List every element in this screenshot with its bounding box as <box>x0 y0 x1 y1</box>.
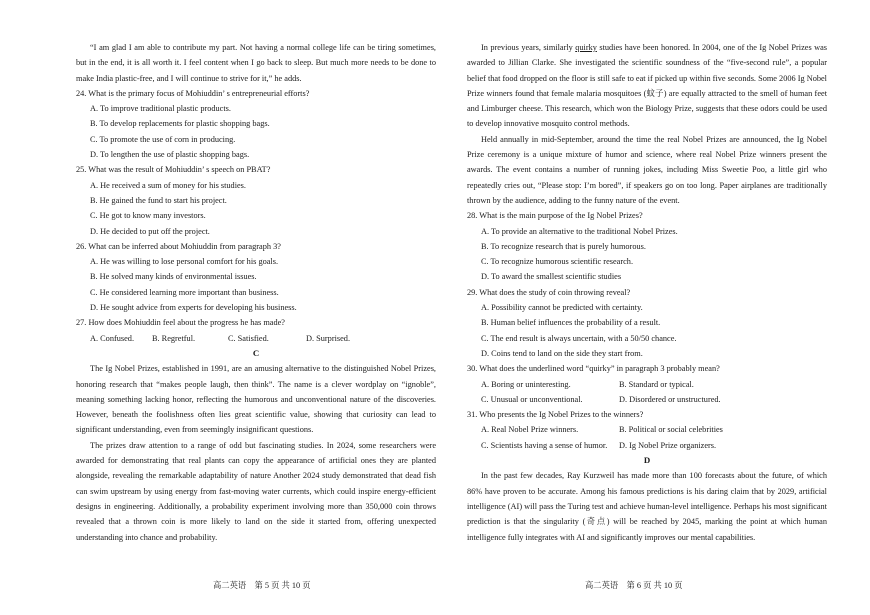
right-page-column <box>467 40 827 545</box>
question-24-option-c[interactable]: C. To promote the use of corn in producing. <box>90 134 236 144</box>
question-30-options-row-2 <box>467 392 827 407</box>
question-31-option-b[interactable]: B. Political or social celebrities <box>619 425 723 435</box>
question-30-options-row-1 <box>467 377 827 392</box>
question-29-option-b[interactable]: B. Human belief influences the probability of a result. <box>481 318 661 328</box>
question-31-options-row-2 <box>467 438 827 453</box>
question-27-stem: 27. How does Mohiuddin feel about the progress he has made? <box>76 318 285 328</box>
passage-d-paragraph-1: In the past few decades, Ray Kurzweil has made more than 100 forecasts about the future, of which 86% have proven to be accurate. Among his famous predictions is his daring claim that by 2029, artificial intelligence (AI) will pass the Turing test and achieve human-level intelligence. Perhaps his most significant prediction is that the singularity (奇点) will be reached by 2045, marking the point at which human intelligence fully integrates with AI and significantly improves our mental capabilities. <box>467 471 827 542</box>
question-30-stem: 30. What does the underlined word “quirky” in paragraph 3 probably mean? <box>467 364 720 374</box>
question-27-option-d[interactable]: D. Surprised. <box>306 333 351 343</box>
question-25-option-d[interactable]: D. He decided to put off the project. <box>90 226 210 236</box>
question-29-option-d[interactable]: D. Coins tend to land on the side they start from. <box>481 348 643 358</box>
question-29-option-c[interactable]: C. The end result is always uncertain, with a 50/50 chance. <box>481 333 677 343</box>
question-29-stem: 29. What does the study of coin throwing reveal? <box>467 287 631 297</box>
question-24-option-d[interactable]: D. To lengthen the use of plastic shopping bags. <box>90 150 250 160</box>
question-30-option-c[interactable]: C. Unusual or unconventional. <box>481 394 583 404</box>
right-page-footer: 高二英语 第 6 页 共 10 页 <box>585 581 683 590</box>
section-c-heading: C <box>252 347 260 358</box>
passage-c-paragraph-2: The prizes draw attention to a range of odd but fascinating studies. In 2024, some researchers were awarded for demonstrating that real plants can copy the appearance of artificial ones they are planted alongside, revealing the remarkable adaptability of nature Another 2024 study demonstrated that dead fish can swim upstream by using energy from fast-moving water currents, which could inspire energy-efficient designs in engineering. Additionally, a probability experiment involving more than 350,000 coin throws revealed that a thrown coin is more likely to land on the side it started from, offering unexpected understanding into chance and probability. <box>76 440 436 542</box>
question-27-option-a[interactable]: A. Confused. <box>90 333 135 343</box>
passage-c-paragraph-1: The Ig Nobel Prizes, established in 1991, are an amusing alternative to the distinguished Nobel Prizes, honoring research that “makes people laugh, then think”. The name is a clever wordplay on “ignoble”, meaning something lacking honor, reflecting the humorous and unconventional nature of the discoveries. However, beneath the foolishness often lies great scientific value, showing that curiosity can lead to significant understanding, even from seemingly insignificant questions. <box>76 364 436 435</box>
question-27-options <box>76 331 436 346</box>
paragraph-3-lead: In previous years, similarly <box>481 43 576 52</box>
question-25-option-c[interactable]: C. He got to know many investors. <box>90 211 206 221</box>
question-26-stem: 26. What can be inferred about Mohiuddin from paragraph 3? <box>76 241 281 251</box>
question-30-option-a[interactable]: A. Boring or uninteresting. <box>481 379 571 389</box>
question-31-option-d[interactable]: D. Ig Nobel Prize organizers. <box>619 440 717 450</box>
question-24-stem: 24. What is the primary focus of Mohiuddin’ s entrepreneurial efforts? <box>76 88 310 98</box>
question-28-option-c[interactable]: C. To recognize humorous scientific research. <box>481 257 634 267</box>
question-26-option-d[interactable]: D. He sought advice from experts for developing his business. <box>90 303 297 313</box>
question-29-option-a[interactable]: A. Possibility cannot be predicted with certainty. <box>481 303 643 313</box>
paragraph-3-body: studies have been honored. In 2004, one of the Ig Nobel Prizes was awarded to Jillian Clarke. She investigated the scientific soundness of the “five-second rule”, a popular belief that food dropped on the floor is still safe to eat if picked up within five seconds. Some 2006 Ig Nobel Prize winners found that female malaria mosquitoes (蚊子) are equally attracted to the smell of human feet and Limburger cheese. This research, which won the Biology Prize, suggests that these odors could be used to develop innovative mosquito control methods. <box>467 43 827 129</box>
question-31-option-c[interactable]: C. Scientists having a sense of humor. <box>481 440 608 450</box>
question-27-option-b[interactable]: B. Regretful. <box>152 333 196 343</box>
passage-c-paragraph-3 <box>467 40 827 132</box>
underlined-word-quirky: quirky <box>575 43 597 52</box>
question-26-option-b[interactable]: B. He solved many kinds of environmental issues. <box>90 272 257 282</box>
question-25-option-a[interactable]: A. He received a sum of money for his studies. <box>90 180 246 190</box>
question-25-stem: 25. What was the result of Mohiuddin’ s speech on PBAT? <box>76 165 271 175</box>
section-b-closing-paragraph: “I am glad I am able to contribute my part. Not having a normal college life can be tiring sometimes, but in the end, it is all worth it. I feel content when I go back to sleep. But much more needs to be done to make India plastic-free, and I will continue to strive for it,” he adds. <box>76 43 436 83</box>
question-26-option-c[interactable]: C. He considered learning more important than business. <box>90 287 279 297</box>
question-31-options-row-1 <box>467 422 827 437</box>
question-26-option-a[interactable]: A. He was willing to lose personal comfort for his goals. <box>90 257 279 267</box>
question-28-option-a[interactable]: A. To provide an alternative to the traditional Nobel Prizes. <box>481 226 678 236</box>
left-page-column <box>76 40 436 545</box>
question-28-option-b[interactable]: B. To recognize research that is purely humorous. <box>481 241 646 251</box>
question-25-option-b[interactable]: B. He gained the fund to start his project. <box>90 195 227 205</box>
question-31-stem: 31. Who presents the Ig Nobel Prizes to the winners? <box>467 410 644 420</box>
question-24-option-a[interactable]: A. To improve traditional plastic products. <box>90 104 231 114</box>
left-page-footer: 高二英语 第 5 页 共 10 页 <box>213 581 311 590</box>
question-28-option-d[interactable]: D. To award the smallest scientific studies <box>481 272 622 282</box>
passage-c-paragraph-4: Held annually in mid-September, around the time the real Nobel Prizes are announced, the Ig Nobel Prize ceremony is a unique mixture of humor and science, where real Nobel Prize winners present the awards. The event contains a number of running jokes, including Miss Sweetie Poo, a little girl who repeatedly cries out, “Please stop: I’m bored”, if speakers go on too long. Paper airplanes are traditionally thrown by the audience, adding to the funny nature of the event. <box>467 134 827 205</box>
question-30-option-b[interactable]: B. Standard or typical. <box>619 379 694 389</box>
question-24-option-b[interactable]: B. To develop replacements for plastic shopping bags. <box>90 119 270 129</box>
question-30-option-d[interactable]: D. Disordered or unstructured. <box>619 394 721 404</box>
question-28-stem: 28. What is the main purpose of the Ig Nobel Prizes? <box>467 211 643 221</box>
question-31-option-a[interactable]: A. Real Nobel Prize winners. <box>481 425 579 435</box>
section-d-heading: D <box>643 455 651 466</box>
question-27-option-c[interactable]: C. Satisfied. <box>228 333 269 343</box>
